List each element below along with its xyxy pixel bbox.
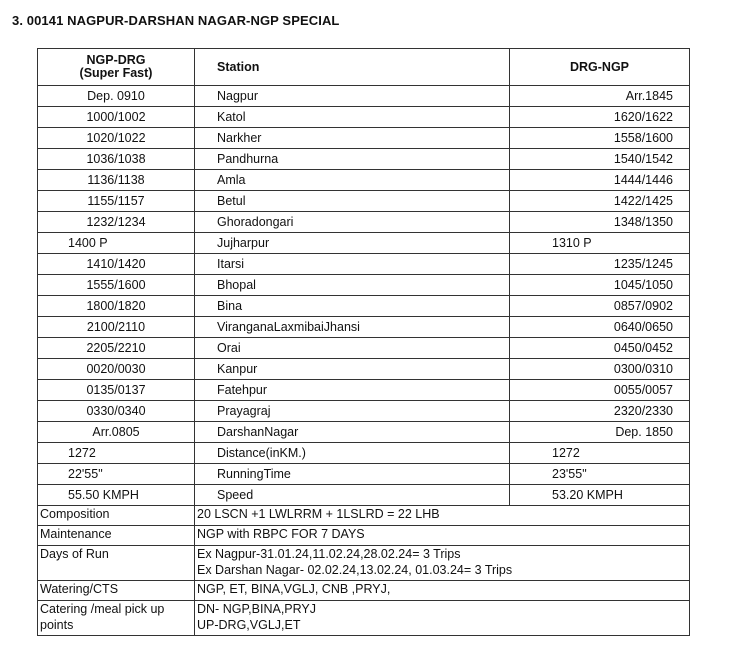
catering-label	[38, 601, 195, 636]
table-row	[38, 212, 690, 233]
composition-value	[195, 506, 690, 526]
drg-ngp-time: 0055/0057	[510, 380, 690, 401]
watering-label-line: Watering/CTS	[40, 582, 119, 596]
drg-ngp-time: 0300/0310	[510, 359, 690, 380]
catering-value-line: UP-DRG,VGLJ,ET	[197, 618, 301, 632]
days-of-run-label	[38, 546, 195, 581]
drg-ngp-time: 1045/1050	[510, 275, 690, 296]
ngp-drg-time: 1155/1157	[38, 191, 195, 212]
drg-ngp-time: 1422/1425	[510, 191, 690, 212]
watering-row	[38, 581, 690, 601]
station-name: Pandhurna	[195, 149, 510, 170]
catering-label-line: Catering /meal pick up	[40, 602, 165, 616]
table-row	[38, 191, 690, 212]
days-of-run-value-line: Ex Nagpur-31.01.24,11.02.24,28.02.24= 3 Trips	[197, 547, 461, 561]
ngp-drg-time: 1410/1420	[38, 254, 195, 275]
drg-ngp-time: 1620/1622	[510, 107, 690, 128]
drg-ngp-time: 1310 P	[510, 233, 690, 254]
table-row	[38, 149, 690, 170]
table-row	[38, 107, 690, 128]
watering-label	[38, 581, 195, 601]
table-row	[38, 275, 690, 296]
page-title: 3. 00141 NAGPUR-DARSHAN NAGAR-NGP SPECIAL	[12, 13, 340, 28]
drg-ngp-time: 0857/0902	[510, 296, 690, 317]
station-name: Bina	[195, 296, 510, 317]
ngp-drg-time: 1800/1820	[38, 296, 195, 317]
station-name: Bhopal	[195, 275, 510, 296]
table-row	[38, 233, 690, 254]
catering-label-line: points	[40, 618, 74, 632]
station-name: DarshanNagar	[195, 422, 510, 443]
station-name: Speed	[195, 485, 510, 506]
drg-ngp-time: 23'55"	[510, 464, 690, 485]
catering-value	[195, 601, 690, 636]
drg-ngp-time: 0640/0650	[510, 317, 690, 338]
station-name: Ghoradongari	[195, 212, 510, 233]
table-row	[38, 401, 690, 422]
drg-ngp-time: 1235/1245	[510, 254, 690, 275]
station-name: Katol	[195, 107, 510, 128]
station-name: Orai	[195, 338, 510, 359]
station-name: Betul	[195, 191, 510, 212]
catering-value-line: DN- NGP,BINA,PRYJ	[197, 602, 317, 616]
header-ngp-drg-line1: NGP-DRG	[86, 53, 146, 67]
drg-ngp-time: 1540/1542	[510, 149, 690, 170]
station-name: Jujharpur	[195, 233, 510, 254]
composition-row	[38, 506, 690, 526]
table-row	[38, 359, 690, 380]
drg-ngp-time: 1272	[510, 443, 690, 464]
header-row	[38, 49, 690, 86]
ngp-drg-time: 1555/1600	[38, 275, 195, 296]
ngp-drg-time: 55.50 KMPH	[38, 485, 195, 506]
station-name: Itarsi	[195, 254, 510, 275]
station-name: ViranganaLaxmibaiJhansi	[195, 317, 510, 338]
ngp-drg-time: 1400 P	[38, 233, 195, 254]
table-row	[38, 86, 690, 107]
ngp-drg-time: 1000/1002	[38, 107, 195, 128]
table-row	[38, 380, 690, 401]
ngp-drg-time: Arr.0805	[38, 422, 195, 443]
ngp-drg-time: 1232/1234	[38, 212, 195, 233]
drg-ngp-time: Dep. 1850	[510, 422, 690, 443]
table-row	[38, 338, 690, 359]
header-station: Station	[195, 49, 510, 86]
drg-ngp-time: 0450/0452	[510, 338, 690, 359]
table-row	[38, 422, 690, 443]
table-row	[38, 254, 690, 275]
composition-label	[38, 506, 195, 526]
composition-value-line: 20 LSCN +1 LWLRRM + 1LSLRD = 22 LHB	[197, 507, 440, 521]
station-name: Fatehpur	[195, 380, 510, 401]
table-row	[38, 485, 690, 506]
maintenance-value	[195, 526, 690, 546]
drg-ngp-time: 1348/1350	[510, 212, 690, 233]
table-row	[38, 170, 690, 191]
header-ngp-drg-line2: (Super Fast)	[79, 66, 153, 80]
station-name: Nagpur	[195, 86, 510, 107]
ngp-drg-time: 0020/0030	[38, 359, 195, 380]
drg-ngp-time: Arr.1845	[510, 86, 690, 107]
table-row	[38, 296, 690, 317]
header-drg-ngp: DRG-NGP	[510, 49, 690, 86]
ngp-drg-time: 0135/0137	[38, 380, 195, 401]
drg-ngp-time: 2320/2330	[510, 401, 690, 422]
station-name: Prayagraj	[195, 401, 510, 422]
ngp-drg-time: Dep. 0910	[38, 86, 195, 107]
ngp-drg-time: 1136/1138	[38, 170, 195, 191]
days-of-run-label-line: Days of Run	[40, 547, 109, 561]
watering-value	[195, 581, 690, 601]
ngp-drg-time: 1272	[38, 443, 195, 464]
station-name: Amla	[195, 170, 510, 191]
days-of-run-value-line: Ex Darshan Nagar- 02.02.24,13.02.24, 01.03.24= 3 Trips	[197, 563, 513, 577]
maintenance-value-line: NGP with RBPC FOR 7 DAYS	[197, 527, 365, 541]
header-ngp-drg	[38, 49, 195, 86]
table-row	[38, 317, 690, 338]
watering-value-line: NGP, ET, BINA,VGLJ, CNB ,PRYJ,	[197, 582, 391, 596]
days-of-run-row	[38, 546, 690, 581]
composition-label-line: Composition	[40, 507, 110, 521]
station-name: Narkher	[195, 128, 510, 149]
timetable	[37, 48, 690, 636]
ngp-drg-time: 1020/1022	[38, 128, 195, 149]
ngp-drg-time: 0330/0340	[38, 401, 195, 422]
station-name: RunningTime	[195, 464, 510, 485]
table-row	[38, 443, 690, 464]
drg-ngp-time: 53.20 KMPH	[510, 485, 690, 506]
drg-ngp-time: 1444/1446	[510, 170, 690, 191]
maintenance-row	[38, 526, 690, 546]
table-row	[38, 128, 690, 149]
maintenance-label-line: Maintenance	[40, 527, 112, 541]
station-name: Distance(inKM.)	[195, 443, 510, 464]
station-name: Kanpur	[195, 359, 510, 380]
catering-row	[38, 601, 690, 636]
ngp-drg-time: 2205/2210	[38, 338, 195, 359]
ngp-drg-time: 1036/1038	[38, 149, 195, 170]
drg-ngp-time: 1558/1600	[510, 128, 690, 149]
days-of-run-value	[195, 546, 690, 581]
ngp-drg-time: 2100/2110	[38, 317, 195, 338]
table-row	[38, 464, 690, 485]
ngp-drg-time: 22'55"	[38, 464, 195, 485]
maintenance-label	[38, 526, 195, 546]
